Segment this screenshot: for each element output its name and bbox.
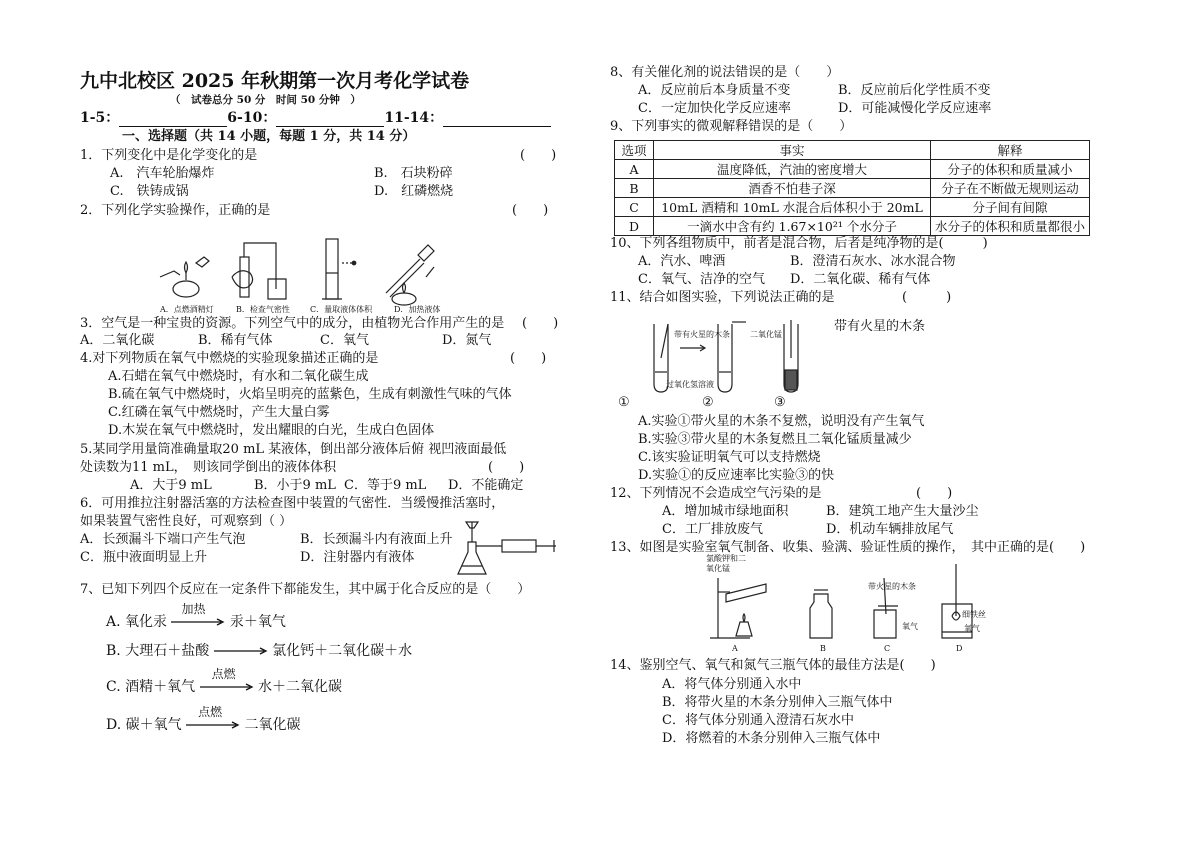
q4-option-c[interactable]: C.红磷在氧气中燃烧时，产生大量白雾 [108,405,330,420]
q11-stem: 11、结合如图实验，下列说法正确的是 [610,290,835,305]
q5-option-b[interactable]: B．小于9 mL [254,478,336,493]
heating-liquid-icon [386,245,434,305]
q11-option-d[interactable]: D.实验①的反应速率比实验③的快 [638,468,835,483]
q14-option-c[interactable]: C．将气体分别通入澄清石灰水中 [662,713,854,728]
q13-fig-small-2: 带火星的木条 [868,582,916,591]
table-cell-explanation: 分子的体积和质量减小 [930,160,1089,179]
q13-fig-small-4: 细铁丝 [962,610,986,619]
q7-reaction-a-condition: 加热 [181,602,206,616]
q14-option-d[interactable]: D．将燃着的木条分别伸入三瓶气体中 [662,731,881,746]
q8-option-b[interactable]: B．反应前后化学性质不变 [838,83,991,98]
alcohol-lamp-icon [160,257,209,297]
q4-option-d[interactable]: D.木炭在氧气中燃烧时，发出耀眼的白光，生成白色固体 [108,423,435,438]
q8-stem: 8、有关催化剂的说法错误的是（ ） [610,65,840,80]
table-header-row [615,141,1090,160]
page-subtitle: （ 试卷总分 50 分 时间 50 分钟 ） [170,94,361,106]
q4-option-a[interactable]: A.石蜡在氧气中燃烧时，有水和二氧化碳生成 [108,369,369,384]
q12-option-c[interactable]: C．工厂排放废气 [662,522,763,537]
q1-paren: ( ) [520,148,557,163]
q13-letter-c[interactable]: C [884,644,891,653]
q7-reaction-b[interactable] [106,640,412,660]
q7-reaction-a[interactable] [106,602,286,631]
answer-label-1-5: 1-5： [80,110,120,126]
table-cell-option: D [615,217,654,236]
answer-blank-1-5[interactable] [119,112,227,127]
table-header-option: 选项 [615,141,654,160]
q9-table [614,140,1090,236]
q12-stem: 12、下列情况不会造成空气污染的是 [610,486,822,501]
q6-stem-line1: 6．可用推拉注射器活塞的方法检查图中装置的气密性．当缓慢推活塞时， [80,496,505,511]
q6-option-d[interactable]: D．注射器内有液体 [300,550,415,565]
answer-blank-6-10[interactable] [276,112,384,127]
q7-reaction-d-left: D. 碳＋氧气 [106,717,182,733]
q7-reaction-d[interactable] [106,705,301,734]
q14-stem: 14、鉴别空气、氧气和氮气三瓶气体的最佳方法是( ) [610,658,936,673]
q4-stem: 4.对下列物质在氧气中燃烧的实验现象描述正确的是 [80,351,379,366]
q11-paren: ( ) [902,290,952,305]
q3-option-c[interactable]: C．氧气 [320,333,369,348]
q11-fig-num-3: ③ [774,395,786,410]
q13-letter-b[interactable]: B [820,644,826,653]
table-cell-option: B [615,179,654,198]
q7-reaction-c-left: C. 酒精＋氧气 [106,679,196,695]
q13-oxygen-apparatus-figure [706,558,986,650]
q2-caption-d: D．加热液体 [394,305,441,314]
table-cell-option: A [615,160,654,179]
q11-option-a[interactable]: A.实验①带火星的木条不复燃，说明没有产生氧气 [638,414,925,429]
q1-option-c[interactable]: C. 铁铸成锅 [110,184,189,199]
table-cell-fact: 温度降低，汽油的密度增大 [653,160,930,179]
q11-fig-small-2: 二氧化锰 [750,330,782,339]
q12-option-d[interactable]: D．机动车辆排放尾气 [826,522,954,537]
table-header-explanation: 解释 [930,141,1089,160]
q1-stem: 1．下列变化中是化学变化的是 [80,148,258,163]
page-title: 九中北校区 2025 年秋期第一次月考化学试卷 [80,70,470,92]
q11-option-c[interactable]: C.该实验证明氧气可以支持燃烧 [638,450,821,465]
table-cell-fact: 10mL 酒精和 10mL 水混合后体积小于 20mL [653,198,930,217]
q5-option-c[interactable]: C．等于9 mL [344,478,427,493]
section-heading: 一、选择题（共 14 小题，每题 1 分，共 14 分） [122,129,416,144]
answer-label-6-10: 6-10： [227,110,277,126]
table-cell-fact: 酒香不怕巷子深 [653,179,930,198]
q7-stem: 7、已知下列四个反应在一定条件下都能发生，其中属于化合反应的是（ ） [80,582,531,597]
q5-option-d[interactable]: D．不能确定 [448,478,524,493]
graduated-cylinder-icon [322,239,356,299]
table-row[interactable] [615,217,1090,236]
q13-fig-small-3: 氧气 [902,622,918,631]
q10-option-a[interactable]: A．汽水、啤酒 [638,254,726,269]
q9-stem: 9、下列事实的微观解释错误的是（ ） [610,119,853,134]
q5-stem-line1: 5.某同学用量筒准确量取20 mL 某液体，倒出部分液体后俯 视凹液面最低 [80,442,507,457]
table-cell-option: C [615,198,654,217]
q12-option-b[interactable]: B．建筑工地产生大量沙尘 [826,504,979,519]
q7-reaction-c-right: 水＋二氧化碳 [258,679,343,695]
q11-option-b[interactable]: B.实验③带火星的木条复燃且二氧化锰质量减少 [638,432,912,447]
reaction-arrow-icon [186,705,240,729]
q10-stem: 10、下列各组物质中，前者是混合物，后者是纯净物的是( ) [610,236,988,251]
answer-line [80,110,551,127]
q4-option-b[interactable]: B.硫在氧气中燃烧时，火焰呈明亮的蓝紫色，生成有刺激性气味的气体 [108,387,512,402]
q2-stem: 2．下列化学实验操作，正确的是 [80,203,271,218]
q1-option-b[interactable]: B. 石块粉碎 [374,166,453,181]
q3-stem: 3．空气是一种宝贵的资源。下列空气中的成分，由植物光合作用产生的是 [80,316,505,331]
q3-paren: ( ) [522,316,559,331]
q13-fig-small-1: 氯酸钾和二氧化锰 [706,554,746,573]
q6-syringe-flask-figure [450,520,560,576]
q11-fig-small-3: 过氧化氢溶液 [666,380,714,389]
q6-option-b[interactable]: B．长颈漏斗内有液面上升 [300,532,453,547]
q10-option-b[interactable]: B．澄清石灰水、冰水混合物 [790,254,956,269]
q5-paren: ( ) [488,460,525,475]
q3-option-b[interactable]: B．稀有气体 [198,333,273,348]
q11-fig-num-1: ① [618,395,630,410]
q13-letter-d[interactable]: D [956,644,963,653]
q12-paren: ( ) [916,486,953,501]
airtightness-check-icon [232,243,286,299]
q11-fig-small-1: 带有火星的木条 [674,330,730,339]
q7-reaction-d-condition: 点燃 [198,705,223,719]
q8-option-a[interactable]: A．反应前后本身质量不变 [638,83,791,98]
q10-option-d[interactable]: D．二氧化碳、稀有气体 [790,272,931,287]
reaction-arrow-icon [171,602,225,626]
q7-reaction-a-right: 汞＋氧气 [229,614,286,630]
q12-option-a[interactable]: A．增加城市绿地面积 [662,504,789,519]
q8-option-d[interactable]: D．可能减慢化学反应速率 [838,101,992,116]
q7-reaction-c[interactable] [106,667,343,696]
q7-reaction-a-left: A. 氧化汞 [106,614,168,630]
table-cell-explanation: 水分子的体积和质量都很小 [930,217,1089,236]
answer-label-11-14: 11-14： [384,110,444,126]
q13-letter-a[interactable]: A [732,644,738,653]
table-row[interactable] [615,198,1090,217]
q2-caption-a: A．点燃酒精灯 [160,305,214,314]
q5-option-a[interactable]: A．大于9 mL [130,478,212,493]
reaction-arrow-icon [214,641,268,655]
q1-option-d[interactable]: D. 红磷燃烧 [374,184,454,199]
q2-paren: ( ) [512,203,549,218]
reaction-arrow-icon [200,667,254,691]
table-row[interactable] [615,160,1090,179]
table-cell-fact: 一滴水中含有约 1.67×10²¹ 个水分子 [653,217,930,236]
q7-reaction-d-right: 二氧化碳 [244,717,301,733]
table-row[interactable] [615,179,1090,198]
answer-blank-11-14[interactable] [443,112,551,127]
q11-fig-num-2: ② [702,395,714,410]
q3-option-d[interactable]: D．氮气 [442,333,492,348]
q6-option-c[interactable]: C．瓶中液面明显上升 [80,550,207,565]
q7-reaction-c-condition: 点燃 [211,667,236,681]
q13-stem: 13、如图是实验室氧气制备、收集、验满、验证性质的操作， 其中正确的是( ) [610,540,1086,555]
table-cell-explanation: 分子在不断做无规则运动 [930,179,1089,198]
table-header-fact: 事实 [653,141,930,160]
q13-fig-small-5: 氧气 [964,624,980,633]
q3-option-a[interactable]: A．二氧化碳 [80,333,155,348]
q6-option-a[interactable]: A．长颈漏斗下端口产生气泡 [80,532,246,547]
q4-paren: ( ) [510,351,547,366]
q7-reaction-b-left: B. 大理石＋盐酸 [106,643,210,659]
q2-caption-b: B．检查气密性 [236,305,290,314]
q10-option-c[interactable]: C．氧气、洁净的空气 [638,272,765,287]
q8-option-c[interactable]: C．一定加快化学反应速率 [638,101,791,116]
q2-caption-c: C．量取液体体积 [310,305,373,314]
q5-stem-line2: 处读数为11 mL， 则该同学倒出的液体体积 [80,460,337,475]
table-cell-explanation: 分子间有间隙 [930,198,1089,217]
q7-reaction-b-right: 氯化钙＋二氧化碳＋水 [272,643,413,659]
q11-fig-label: 带有火星的木条 [834,319,926,334]
q14-option-b[interactable]: B．将带火星的木条分别伸入三瓶气体中 [662,695,893,710]
q14-option-a[interactable]: A．将气体分别通入水中 [662,677,802,692]
q1-option-a[interactable]: A. 汽车轮胎爆炸 [110,166,215,181]
q6-stem-line2: 如果装置气密性良好，可观察到（ ） [80,514,293,529]
